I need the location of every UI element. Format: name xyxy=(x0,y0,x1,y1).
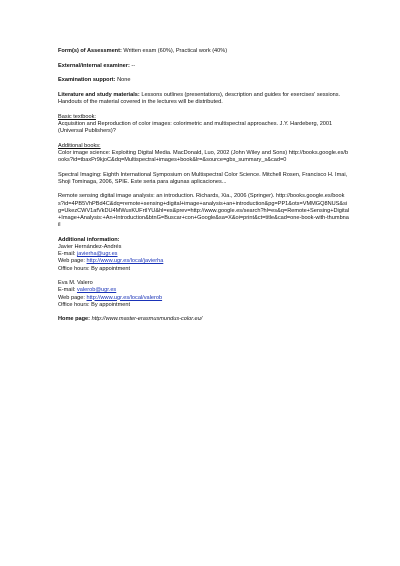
contact-web-row xyxy=(58,295,350,302)
external-examiner-row xyxy=(58,63,350,70)
contact-web-label: Web page: xyxy=(58,258,85,265)
contact-web-link[interactable]: http://www.ugr.es/local/javierha xyxy=(86,258,164,265)
contact-email-row xyxy=(58,287,350,294)
contact-email-label: E-mail: xyxy=(58,251,76,258)
literature-value: Lessons outlines (presentations), description and guides for exercises' sessions. Handouts of the material covered in the lectures will be distributed. xyxy=(58,91,341,105)
contact-email-link[interactable]: valerob@ugr.es xyxy=(76,287,117,294)
homepage-row xyxy=(58,316,350,323)
external-examiner-label: External/internal examiner: xyxy=(58,62,130,69)
basic-textbook-text: Acquisition and Reproduction of color images: colorimetric and multispectral approaches. J.Y. Hardeberg, 2001 (Universal Publishers)? xyxy=(58,120,333,134)
contact-email-link[interactable]: javierha@ugr.es xyxy=(76,251,118,258)
contact-email-label: E-mail: xyxy=(58,287,76,294)
assessment-value: Written exam (60%), Practical work (40%) xyxy=(123,48,228,54)
contact-web-row xyxy=(58,258,350,265)
contact-block xyxy=(58,280,350,309)
contact-name: Eva M. Valero xyxy=(58,280,93,287)
contact-office-hours: Office hours: By appointment xyxy=(58,265,131,272)
additional-info-heading: Additional information: xyxy=(58,236,120,243)
assessment-label: Form(s) of Assessment: xyxy=(58,48,122,54)
homepage-value: http://www.master-erasmusmundus-color.eu/ xyxy=(91,316,203,323)
basic-textbook-heading: Basic textbook: xyxy=(58,113,96,120)
additional-book-item: Remote sensing digital image analysis: an introduction. Richards, Xia., 2006 (Springer). http://books.google.es/books?id=4PB5VhPBd4C&dq=remote+sensing+digital+image+analysis+an+introduction&pg=PP1&ots=VMMGQ8NUS&sig=UkezCWV1afVkDU4MWuxKUFrtIYU&hl=es&prev=http://www.google.es/search?hl=es&q=Remote+Sensing+Digital+Image+Analysis:+An+Introduction&btnG=Buscar+con+Google&sa=X&oi=print&ct=title&cad=one-book-with-thumbnail xyxy=(58,193,350,229)
additional-book-item: Spectral Imaging: Eighth International Symposium on Multispectral Color Science. Mitchell Rosen, Francisco H. Imai, Shoji Tominaga, 2006, SPIE. Este seria para algunas aplicaciones... xyxy=(58,171,348,185)
assessment-row xyxy=(58,48,350,55)
literature-label: Literature and study materials: xyxy=(58,91,140,98)
external-examiner-value: -- xyxy=(131,62,136,69)
examination-support-row xyxy=(58,77,350,84)
document-page xyxy=(58,48,350,331)
examination-support-value: None xyxy=(117,77,131,84)
contact-email-row xyxy=(58,251,350,258)
contact-block xyxy=(58,244,350,273)
contact-web-link[interactable]: http://www.ugr.es/local/valerob xyxy=(86,294,163,301)
contact-office-hours: Office hours: By appointment xyxy=(58,301,131,308)
homepage-label: Home page: xyxy=(58,316,91,323)
additional-book-item: Color image science: Exploiting Digital Media. MacDonald, Luo, 2002 (John Wiley and Sons) http://books.google.es/books?id=tbaxPr9kjoC&dq=Multispectral+images+book&lr=&source=gbs_summary_s&cad=0 xyxy=(58,149,349,163)
literature-row xyxy=(58,92,350,106)
contact-web-label: Web page: xyxy=(58,294,85,301)
examination-support-label: Examination support: xyxy=(58,77,116,84)
contact-name: Javier Hernández-Andrés xyxy=(58,243,122,250)
additional-books-heading: Additional books: xyxy=(58,142,101,149)
